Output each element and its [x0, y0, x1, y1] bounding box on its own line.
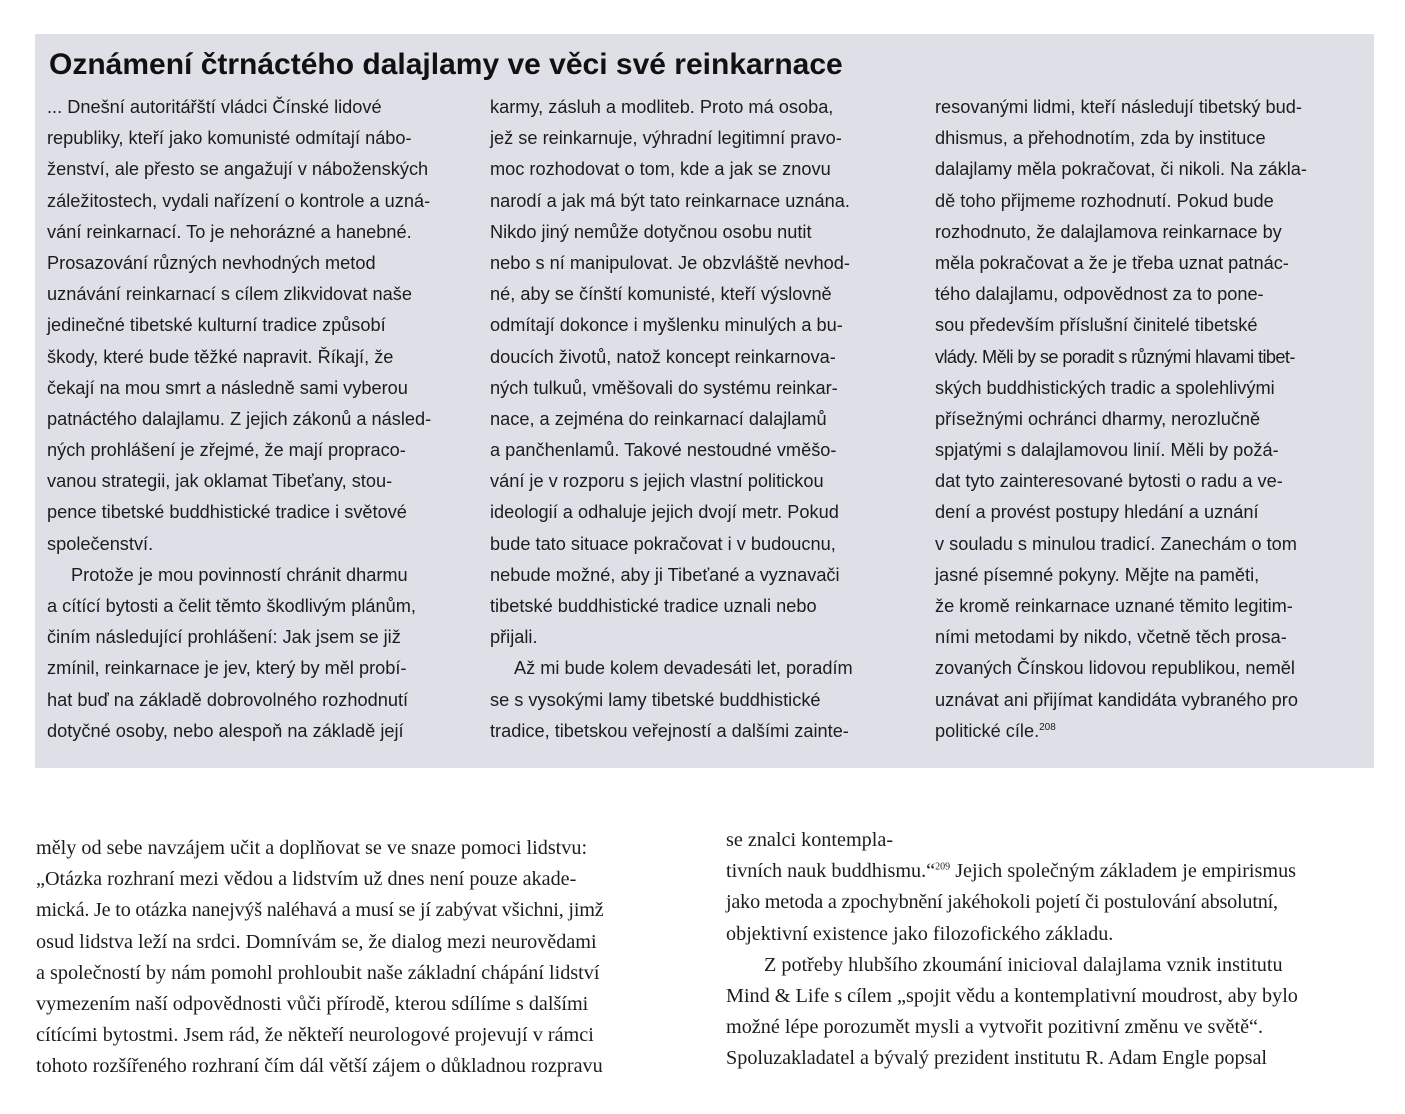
text-line: cítícími bytostmi. Jsem rád, že někteří neurologové projevují v rámci	[36, 1024, 594, 1047]
text-line: sou především příslušní činitelé tibetské	[935, 315, 1258, 336]
text-line: Nikdo jiný nemůže dotyčnou osobu nutit	[490, 221, 812, 242]
text-line: jasné písemné pokyny. Mějte na paměti,	[935, 564, 1260, 585]
body-column-2	[726, 825, 1376, 1075]
text-line: přijali.	[490, 627, 538, 648]
text-line: narodí a jak má být tato reinkarnace uznána.	[490, 190, 850, 211]
text-line: jako metoda a zpochybnění jakéhokoli pojetí či postulování absolutní,	[726, 891, 1278, 914]
text-line: záležitostech, vydali nařízení o kontrole a uzná-	[47, 190, 431, 211]
footnote-ref-209: 209	[935, 861, 951, 873]
text-line: dat tyto zainteresované bytosti o radu a ve-	[935, 471, 1283, 492]
text-line: „Otázka rozhraní mezi vědou a lidstvím už dnes není pouze akade-	[36, 868, 577, 891]
text-line: ideologií a odhaluje jejich dvojí metr. Pokud	[490, 502, 839, 523]
text-line: uznávání reinkarnací s cílem zlikvidovat naše	[47, 284, 412, 305]
text-line: a pančhenlamů. Takové nestoudné vměšo-	[490, 440, 837, 461]
text-line: ských buddhistických tradic a spolehlivými	[935, 377, 1275, 398]
text-line: ními metodami by nikdo, včetně těch prosa-	[935, 627, 1287, 648]
text-line: pence tibetské buddhistické tradice i světové	[47, 502, 407, 523]
text-line: škody, které bude těžké napravit. Říkají, že	[47, 346, 394, 367]
text-line: činím následující prohlášení: Jak jsem se již	[47, 627, 401, 648]
text-line: Až mi bude kolem devadesáti let, poradím	[514, 658, 853, 679]
text-line: možné lépe porozumět mysli a vytvořit pozitivní změnu ve světě“.	[726, 1016, 1264, 1039]
text-line: ných prohlášení je zřejmé, že mají propraco-	[47, 440, 406, 461]
text-line: Z potřeby hlubšího zkoumání inicioval dalajlama vznik institutu	[764, 953, 1283, 976]
sidebar-column-3	[935, 92, 1355, 747]
text-line: dotyčné osoby, nebo alespoň na základě její	[47, 720, 404, 741]
sidebar-title: Oznámení čtrnáctého dalajlamy ve věci své reinkarnace	[49, 48, 843, 81]
text-line: moc rozhodovat o tom, kde a jak se znovu	[490, 159, 831, 180]
text-line: jedinečné tibetské kulturní tradice způsobí	[47, 315, 386, 336]
text-line: patnáctého dalajlamu. Z jejich zákonů a násled-	[47, 408, 432, 429]
text-line: vání reinkarnací. To je nehorázné a hanebné.	[47, 221, 412, 242]
text-line: bude tato situace pokračovat i v budoucnu,	[490, 533, 836, 554]
text-line: společenství.	[47, 533, 154, 554]
text-line: zovaných Čínskou lidovou republikou, neměl	[935, 658, 1295, 679]
text-line: ženství, ale přesto se angažují v náboženských	[47, 159, 429, 180]
text-line: Prosazování různých nevhodných metod	[47, 252, 376, 273]
text-line: Protože je mou povinností chránit dharmu	[71, 564, 408, 585]
text-line: ných tulkuů, vměšovali do systému reinkar-	[490, 377, 838, 398]
text-line: se s vysokými lamy tibetské buddhistické	[490, 689, 821, 710]
text-line: nebo s ní manipulovat. Je obzvláště nevhod-	[490, 252, 850, 273]
text-line: nace, a zejména do reinkarnací dalajlamů	[490, 408, 827, 429]
text-line: a společností by nám pomohl prohloubit naše základní chápání lidství	[36, 961, 600, 984]
text-line: Mind & Life s cílem „spojit vědu a kontemplativní moudrost, aby bylo	[726, 984, 1298, 1007]
text-fragment: tivních nauk buddhismu.“	[726, 860, 936, 883]
text-fragment: politické cíle.	[935, 720, 1040, 741]
text-line: Spoluzakladatel a bývalý prezident institutu R. Adam Engle popsal	[726, 1047, 1268, 1070]
text-line: hat buď na základě dobrovolného rozhodnutí	[47, 689, 409, 710]
text-line: tibetské buddhistické tradice uznali nebo	[490, 596, 817, 616]
text-line: a cítící bytosti a čelit těmto škodlivým plánům,	[47, 596, 416, 616]
text-line-last	[935, 716, 1355, 747]
text-line: republiky, kteří jako komunisté odmítají nábo-	[47, 128, 412, 149]
text-line: spjatými s dalajlamovou linií. Měli by požá-	[935, 440, 1279, 461]
text-fragment: Jejich společným základem je empirismus	[950, 860, 1297, 883]
text-line: né, aby se čínští komunisté, kteří výslovně	[490, 284, 832, 305]
text-line: vání je v rozporu s jejich vlastní politickou	[490, 471, 824, 492]
text-line: ... Dnešní autoritářští vládci Čínské lidové	[47, 97, 382, 117]
text-line: v souladu s minulou tradicí. Zanechám o tom	[935, 533, 1297, 554]
text-line: tohoto rozšířeného rozhraní čím dál větší zájem o důkladnou rozpravu	[36, 1055, 603, 1078]
text-line: osud lidstva leží na srdci. Domnívám se, že dialog mezi neurovědami	[36, 930, 597, 953]
body-column-1	[36, 833, 686, 1083]
text-line: měla pokračovat a že je třeba uznat patnác-	[935, 252, 1289, 273]
text-line: uznávat ani přijímat kandidáta vybraného pro	[935, 689, 1298, 710]
sidebar-column-2	[490, 92, 910, 747]
text-line: zmínil, reinkarnace je jev, který by měl probí-	[47, 658, 407, 679]
footnote-ref-208: 208	[1039, 721, 1056, 733]
text-line: dení a provést postupy hledání a uznání	[935, 502, 1259, 523]
text-line: měly od sebe navzájem učit a doplňovat se ve snaze pomoci lidstvu:	[36, 837, 588, 859]
text-line-with-footnote	[726, 856, 1376, 887]
text-line: resovanými lidmi, kteří následují tibetský bud-	[935, 97, 1302, 117]
text-line: odmítají dokonce i myšlenku minulých a bu-	[490, 315, 843, 336]
text-line: nebude možné, aby ji Tibeťané a vyznavači	[490, 564, 840, 585]
text-line: jež se reinkarnuje, výhradní legitimní pravo-	[490, 128, 842, 149]
text-line: vlády. Měli by se poradit s různými hlavami tibet-	[935, 346, 1295, 367]
text-line: se znalci kontempla-	[726, 829, 894, 851]
text-line: přísežnými ochránci dharmy, nerozlučně	[935, 408, 1261, 429]
text-line: tého dalajlamu, odpovědnost za to pone-	[935, 284, 1264, 305]
text-line: rozhodnuto, že dalajlamova reinkarnace by	[935, 221, 1282, 242]
text-line: dhismus, a přehodnotím, zda by instituce	[935, 128, 1266, 149]
text-line: objektivní existence jako filozofického základu.	[726, 922, 1114, 945]
text-line: dalajlamy měla pokračovat, či nikoli. Na zákla-	[935, 159, 1307, 180]
text-line: mická. Je to otázka nanejvýš naléhavá a musí se jí zabývat všichni, jimž	[36, 899, 604, 922]
text-line: doucích životů, natož koncept reinkarnova-	[490, 346, 836, 367]
text-line: karmy, zásluh a modliteb. Proto má osoba,	[490, 97, 834, 117]
text-line: vanou strategii, jak oklamat Tibeťany, stou-	[47, 471, 393, 492]
text-line: dě toho přijmeme rozhodnutí. Pokud bude	[935, 190, 1274, 211]
text-line: tradice, tibetskou veřejností a dalšími zainte-	[490, 720, 849, 741]
sidebar-box	[35, 34, 1374, 768]
sidebar-column-1	[47, 92, 467, 747]
text-line: vymezením naší odpovědnosti vůči přírodě, kterou sdílíme s dalšími	[36, 992, 589, 1015]
text-line: čekají na mou smrt a následně sami vyberou	[47, 377, 408, 398]
text-line: že kromě reinkarnace uznané těmito legitim-	[935, 596, 1293, 616]
